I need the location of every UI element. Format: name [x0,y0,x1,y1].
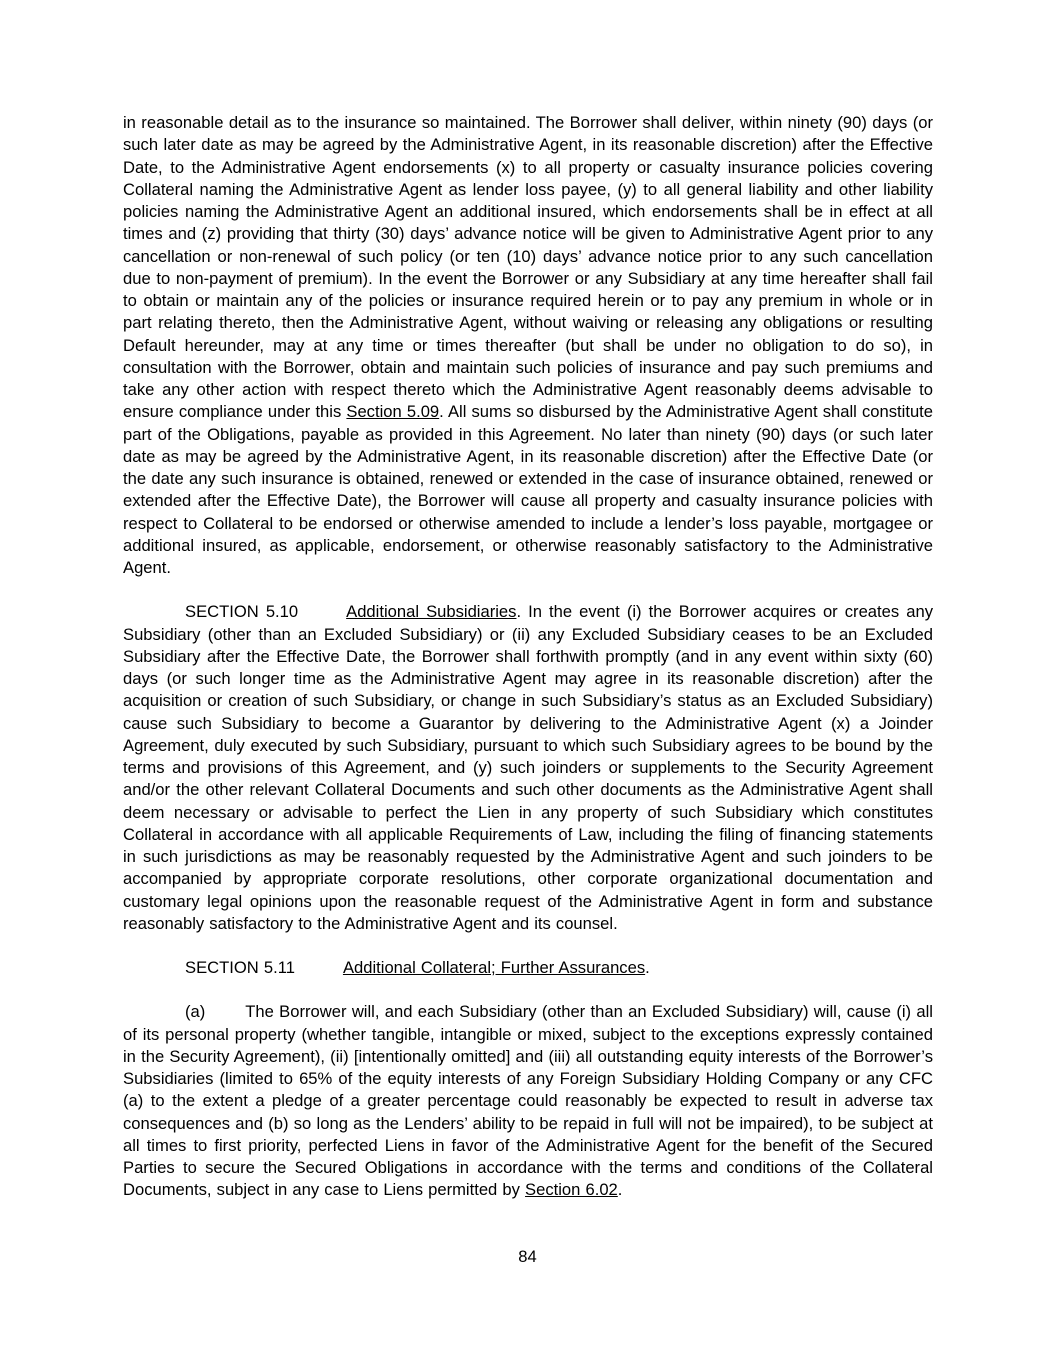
section-5-10-heading: Additional Subsidiaries [346,602,517,622]
clause-a-text-pre: The Borrower will, and each Subsidiary (other than an Excluded Subsidiary) will, cause (i) all of its personal property (whether tangible, intangible or mixed, subject to the exceptions expressly contained in the Security Agreement), (ii) [intentionally omitted] and (iii) all outstanding equity interests of the Borrower’s Subsidiaries (limited to 65% of the equity interests of any Foreign Subsidiary Holding Company or any CFC (a) to the extent a pledge of a greater percentage could reasonably be expected to result in adverse tax consequences and (b) so long as the Lenders’ ability to be repaid in full will not be impaired), to be subject at all times to first priority, perfected Liens in favor of the Administrative Agent for the benefit of the Secured Parties to secure the Secured Obligations in accordance with the terms and conditions of the Collateral Documents, subject in any case to Liens permitted by [123,1002,933,1200]
page-number: 84 [518,1247,537,1266]
section-5-11-period: . [645,958,650,977]
clause-a-label: (a) [185,1002,206,1022]
insurance-text-post: . All sums so disbursed by the Administrative Agent shall constitute part of the Obligations, payable as provided in this Agreement. No later than ninety (90) days (or such later date as may be agreed by the Administrative Agent, in its reasonable discretion) after the Effective Date (or the date any such insurance is obtained, renewed or extended in the case of insurance obtained, renewed or extended after the Effective Date), the Borrower will cause all property and casualty insurance policies with respect to Collateral to be endorsed or otherwise amended to include a lender’s loss payable, mortgagee or additional insured, as applicable, endorsement, or otherwise reasonably satisfactory to the Administrative Agent. [123,402,934,577]
paragraph-insurance-continuation [123,112,933,579]
page-content [123,112,933,1224]
paragraph-clause-a [123,1001,933,1201]
section-5-10-label: SECTION 5.10 [185,602,299,622]
paragraph-section-5-10 [123,601,933,935]
clause-a-text-post: . [617,1180,623,1200]
section-5-09-reference: Section 5.09 [346,402,440,422]
section-5-11-heading: Additional Collateral; Further Assurances [342,958,646,977]
section-6-02-reference: Section 6.02 [525,1180,618,1200]
heading-section-5-11 [123,957,933,979]
section-5-10-body: . In the event (i) the Borrower acquires or creates any Subsidiary (other than an Excluded Subsidiary) or (ii) any Excluded Subsidiary ceases to be an Excluded Subsidiary after the Effective Date, the Borrower shall forthwith promptly (and in any event within sixty (60) days (or such longer time as the Administrative Agent may agree in its reasonable discretion) after the acquisition or creation of such Subsidiary, or change in such Subsidiary’s status as an Excluded Subsidiary) cause such Subsidiary to become a Guarantor by delivering to the Administrative Agent (x) a Joinder Agreement, duly executed by such Subsidiary, pursuant to which such Subsidiary agrees to be bound by the terms and provisions of this Agreement, and (y) such joinders or supplements to the Security Agreement and/or the other relevant Collateral Documents and such other documents as the Administrative Agent shall deem necessary or advisable to perfect the Lien in any property of such Subsidiary which constitutes Collateral in accordance with all applicable Requirements of Law, including the filing of financing statements in such jurisdictions as may be reasonably requested by the Administrative Agent and such joinders to be accompanied by appropriate corporate resolutions, other corporate organizational documentation and customary legal opinions upon the reasonable request of the Administrative Agent in form and substance reasonably satisfactory to the Administrative Agent and its counsel. [123,602,933,933]
section-5-11-label: SECTION 5.11 [185,958,295,977]
insurance-text-pre: in reasonable detail as to the insurance so maintained. The Borrower shall deliver, within ninety (90) days (or such later date as may be agreed by the Administrative Agent, in its reasonable discretion) after the Effective Date, to the Administrative Agent endorsements (x) to all property or casualty insurance policies covering Collateral naming the Administrative Agent as lender loss payee, (y) to all general liability and other liability policies naming the Administrative Agent an additional insured, which endorsements shall be in effect at all times and (z) providing that thirty (30) days’ advance notice will be given to Administrative Agent prior to any cancellation or non-renewal of such policy (or ten (10) days’ advance notice prior to any such cancellation due to non-payment of premium). In the event the Borrower or any Subsidiary at any time hereafter shall fail to obtain or maintain any of the policies or insurance required herein or to pay any premium in whole or in part relating thereto, then the Administrative Agent, without waiving or releasing any obligations or resulting Default hereunder, may at any time or times thereafter (but shall be under no obligation to do so), in consultation with the Borrower, obtain and maintain such policies of insurance and pay such premiums and take any other action with respect thereto which the Administrative Agent reasonably deems advisable to ensure compliance under this [123,113,933,422]
